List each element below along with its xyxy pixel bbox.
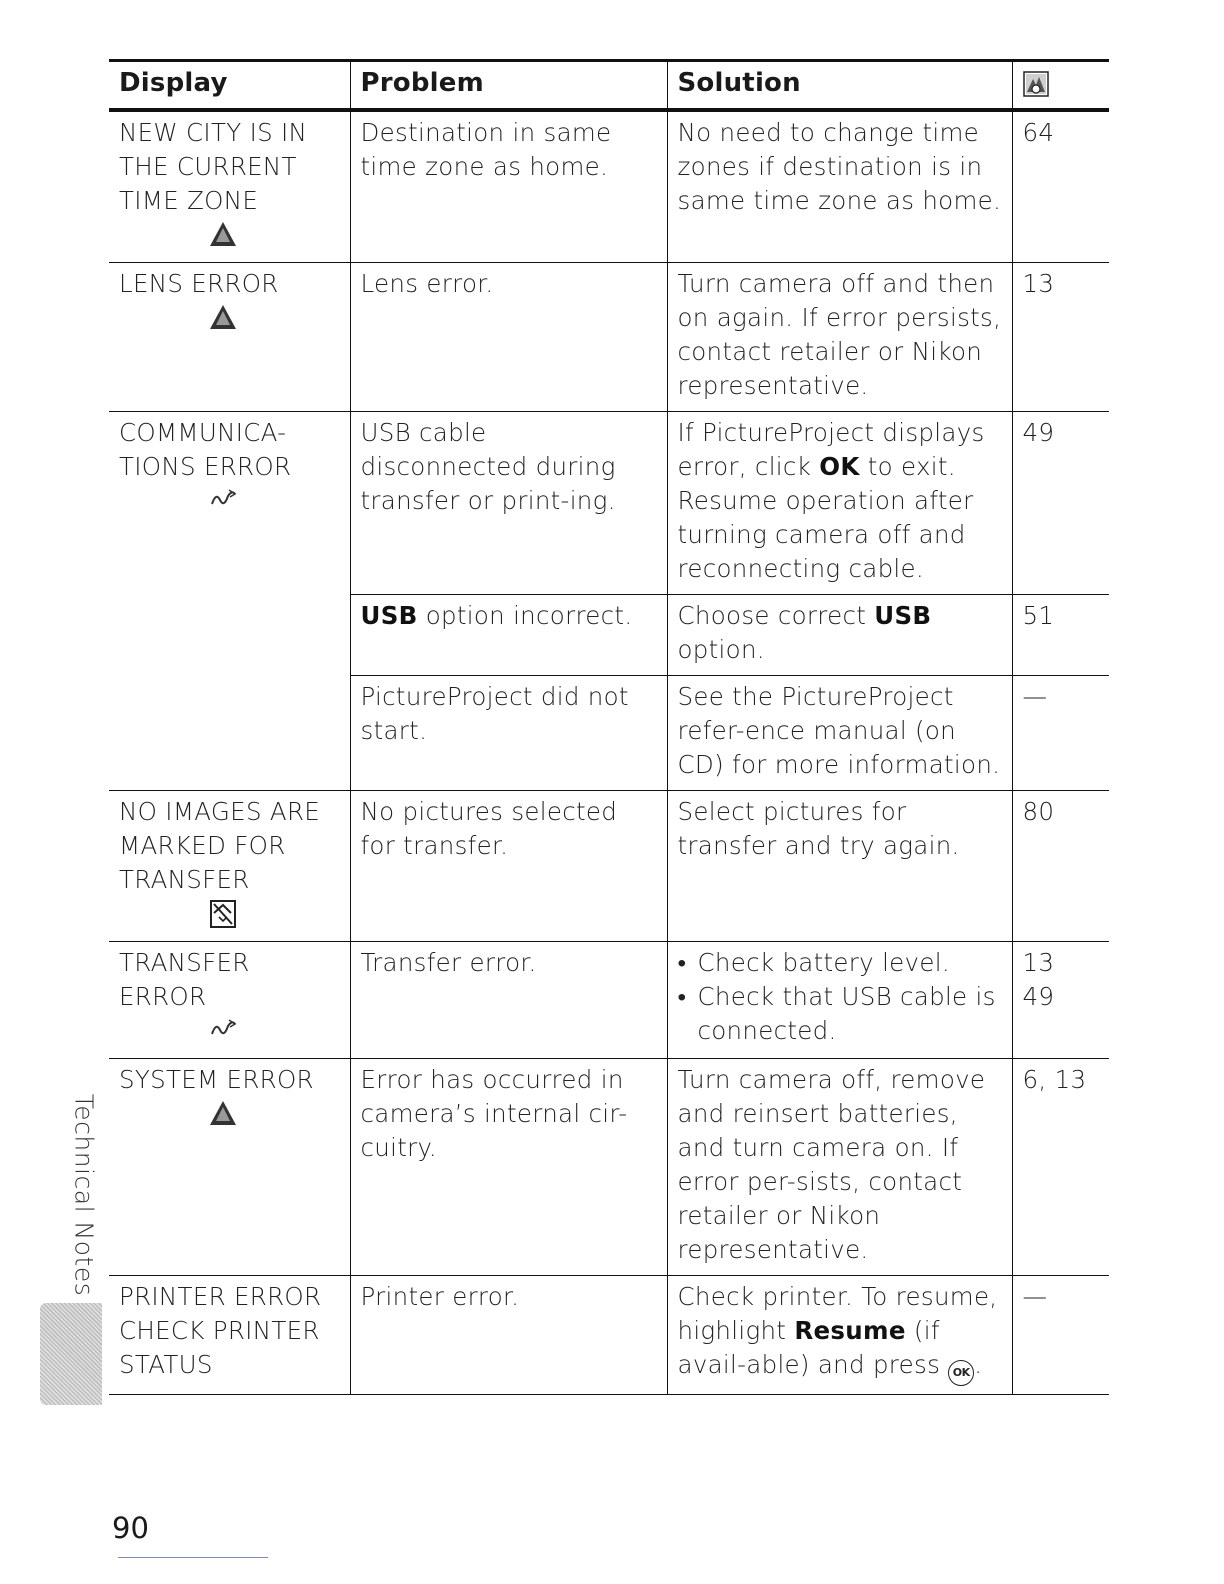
page-ref-cell: 6, 13 — [1012, 1059, 1109, 1276]
display-cell — [109, 110, 350, 263]
page-ref-cell: 64 — [1012, 110, 1109, 263]
problem-cell: Destination in same time zone as home. — [350, 110, 667, 263]
table-row — [109, 1059, 1109, 1276]
solution-bullet-list — [678, 946, 1004, 1048]
table-row — [109, 412, 1109, 595]
solution-cell: Select pictures for transfer and try again. — [667, 791, 1012, 942]
error-message-table — [109, 59, 1109, 1395]
page-ref-cell: 49 — [1012, 412, 1109, 595]
solution-cell: If PictureProject displays error, click OK to exit. Resume operation after turning camera off and reconnecting cable. — [667, 412, 1012, 595]
page-ref-cell: 51 — [1012, 595, 1109, 676]
list-item: • Check that USB cable is connected. — [678, 980, 1004, 1048]
table-row — [109, 1276, 1109, 1395]
problem-cell: USB option incorrect. — [350, 595, 667, 676]
problem-cell: Error has occurred in camera’s internal cir-cuitry. — [350, 1059, 667, 1276]
ok-keyword: OK — [819, 452, 860, 481]
solution-cell: Choose correct USB option. — [667, 595, 1012, 676]
table-row — [109, 791, 1109, 942]
table-header-row — [109, 61, 1109, 111]
page-ref-cell: 13 49 — [1012, 942, 1109, 1059]
display-message: COMMUNICA- TIONS ERROR — [119, 418, 292, 481]
display-cell — [109, 412, 350, 791]
display-cell — [109, 1059, 350, 1276]
solution-cell: Turn camera off, remove and reinsert batteries, and turn camera on. If error per-sists, contact retailer or Nikon representative. — [667, 1059, 1012, 1276]
problem-cell: Lens error. — [350, 263, 667, 412]
problem-cell: Printer error. — [350, 1276, 667, 1395]
usb-keyword: USB — [874, 601, 932, 630]
page-ref-cell: — — [1012, 1276, 1109, 1395]
solution-cell: No need to change time zones if destination is in same time zone as home. — [667, 110, 1012, 263]
display-message: PRINTER ERROR CHECK PRINTER STATUS — [119, 1282, 322, 1379]
resume-keyword: Resume — [794, 1316, 906, 1345]
page-ref-cell: — — [1012, 676, 1109, 791]
problem-cell: USB cable disconnected during transfer or print-ing. — [350, 412, 667, 595]
display-message: TRANSFER ERROR — [119, 948, 250, 1011]
warning-triangle-icon — [208, 303, 238, 331]
list-item: • Check battery level. — [678, 946, 1004, 980]
warning-triangle-icon — [208, 1099, 238, 1127]
section-label-text: Technical Notes — [69, 1093, 99, 1297]
connection-error-icon — [209, 1016, 237, 1038]
header-problem: Problem — [350, 61, 667, 111]
problem-cell: Transfer error. — [350, 942, 667, 1059]
problem-cell: PictureProject did not start. — [350, 676, 667, 791]
header-solution: Solution — [667, 61, 1012, 111]
section-thumb-tab — [40, 1303, 102, 1405]
section-side-label — [66, 1093, 102, 1297]
connection-error-icon — [209, 486, 237, 508]
page-ref-cell: 13 — [1012, 263, 1109, 412]
display-message: NEW CITY IS IN THE CURRENT TIME ZONE — [119, 118, 308, 215]
ok-button-icon: OK — [948, 1360, 974, 1386]
solution-cell: Turn camera off and then on again. If error persists, contact retailer or Nikon representative. — [667, 263, 1012, 412]
display-cell — [109, 1276, 350, 1395]
display-message: LENS ERROR — [119, 269, 279, 298]
header-page — [1012, 61, 1109, 111]
display-cell — [109, 942, 350, 1059]
table-row — [109, 942, 1109, 1059]
footer-rule — [118, 1557, 268, 1558]
header-display: Display — [109, 61, 350, 111]
warning-triangle-icon — [208, 220, 238, 248]
solution-cell: Check printer. To resume, highlight Resume (if avail-able) and press OK . — [667, 1276, 1012, 1395]
solution-cell — [667, 942, 1012, 1059]
usb-keyword: USB — [360, 601, 418, 630]
page-ref-cell: 80 — [1012, 791, 1109, 942]
page-number: 90 — [112, 1511, 149, 1545]
problem-cell: No pictures selected for transfer. — [350, 791, 667, 942]
page-reference-icon — [1023, 71, 1049, 97]
table-row — [109, 110, 1109, 263]
display-message: SYSTEM ERROR — [119, 1065, 314, 1094]
display-cell — [109, 263, 350, 412]
no-transfer-icon — [209, 899, 237, 929]
table-row — [109, 263, 1109, 412]
display-cell — [109, 791, 350, 942]
display-message: NO IMAGES ARE MARKED FOR TRANSFER — [119, 797, 321, 894]
solution-cell: See the PictureProject refer-ence manual (on CD) for more information. — [667, 676, 1012, 791]
